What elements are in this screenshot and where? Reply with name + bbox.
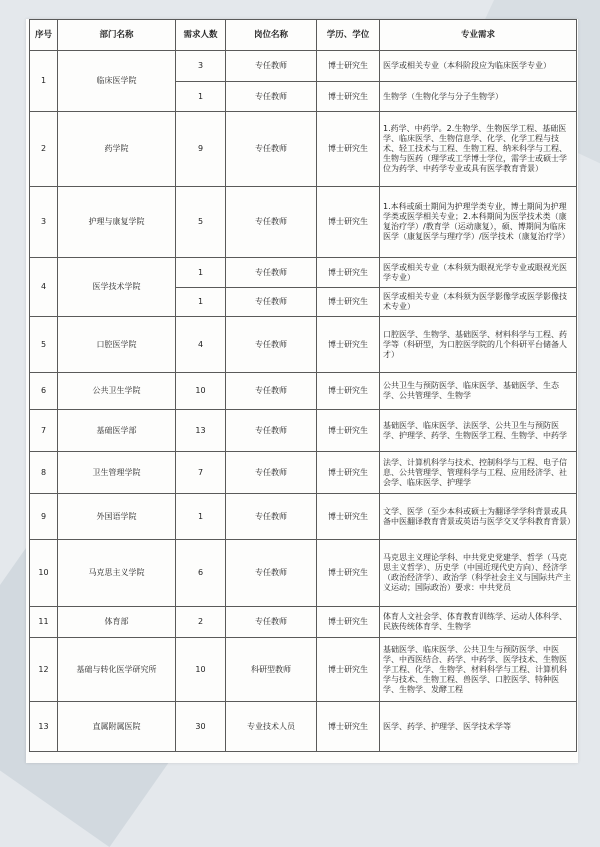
cell-edu: 博士研究生 [317, 373, 380, 410]
table-row [30, 540, 577, 607]
cell-edu: 博士研究生 [317, 410, 380, 452]
cell-post: 专任教师 [226, 494, 317, 540]
cell-count: 9 [176, 112, 226, 187]
cell-post: 专任教师 [226, 112, 317, 187]
cell-dept: 马克思主义学院 [58, 540, 176, 607]
table-row [30, 317, 577, 373]
header-count: 需求人数 [176, 20, 226, 51]
cell-dept: 直属附属医院 [58, 702, 176, 752]
cell-major: 法学、计算机科学与技术、控制科学与工程、电子信息、公共管理学、管理科学与工程、应用经济学、社会学、临床医学、护理学 [380, 452, 577, 494]
cell-major: 文学、医学（至少本科或硕士为翻译学学科背景或具备中医翻译教育背景或英语与医学交叉学科教育背景） [380, 494, 577, 540]
cell-seq: 6 [30, 373, 58, 410]
cell-edu: 博士研究生 [317, 494, 380, 540]
cell-post: 科研型教师 [226, 638, 317, 702]
cell-post: 专业技术人员 [226, 702, 317, 752]
cell-post: 专任教师 [226, 258, 317, 288]
cell-count: 6 [176, 540, 226, 607]
cell-seq: 4 [30, 258, 58, 317]
cell-post: 专任教师 [226, 317, 317, 373]
cell-edu: 博士研究生 [317, 258, 380, 288]
cell-edu: 博士研究生 [317, 112, 380, 187]
cell-major: 基础医学、临床医学、法医学、公共卫生与预防医学、护理学、药学、生物医学工程、生物学、中药学 [380, 410, 577, 452]
cell-count: 1 [176, 288, 226, 317]
recruitment-table [29, 19, 577, 752]
cell-seq: 3 [30, 187, 58, 258]
cell-post: 专任教师 [226, 607, 317, 638]
document-page [26, 19, 578, 763]
cell-major: 体育人文社会学、体育教育训练学、运动人体科学、民族传统体育学、生物学 [380, 607, 577, 638]
cell-seq: 13 [30, 702, 58, 752]
table-row [30, 410, 577, 452]
cell-post: 专任教师 [226, 82, 317, 112]
cell-dept: 医学技术学院 [58, 258, 176, 317]
cell-post: 专任教师 [226, 410, 317, 452]
cell-edu: 博士研究生 [317, 702, 380, 752]
cell-dept: 体育部 [58, 607, 176, 638]
table-row [30, 373, 577, 410]
cell-seq: 7 [30, 410, 58, 452]
cell-edu: 博士研究生 [317, 317, 380, 373]
cell-seq: 11 [30, 607, 58, 638]
cell-count: 30 [176, 702, 226, 752]
cell-edu: 博士研究生 [317, 51, 380, 82]
cell-count: 1 [176, 82, 226, 112]
cell-count: 5 [176, 187, 226, 258]
cell-count: 1 [176, 258, 226, 288]
table-row [30, 494, 577, 540]
cell-count: 13 [176, 410, 226, 452]
cell-dept: 外国语学院 [58, 494, 176, 540]
cell-edu: 博士研究生 [317, 540, 380, 607]
cell-dept: 口腔医学院 [58, 317, 176, 373]
table-row [30, 187, 577, 258]
table-row [30, 607, 577, 638]
cell-major: 医学或相关专业（本科阶段应为临床医学专业） [380, 51, 577, 82]
cell-seq: 2 [30, 112, 58, 187]
cell-dept: 护理与康复学院 [58, 187, 176, 258]
cell-major: 医学或相关专业（本科须为医学影像学或医学影像技术专业） [380, 288, 577, 317]
cell-count: 7 [176, 452, 226, 494]
cell-post: 专任教师 [226, 540, 317, 607]
cell-dept: 药学院 [58, 112, 176, 187]
cell-count: 3 [176, 51, 226, 82]
cell-dept: 临床医学院 [58, 51, 176, 112]
cell-post: 专任教师 [226, 187, 317, 258]
cell-major: 1.本科或硕士期间为护理学类专业，博士期间为护理学类或医学相关专业；2.本科期间为医学技术类（康复治疗学）/教育学（运动康复），硕、博期间为临床医学（康复医学与理疗学）/医学技术（康复治疗学） [380, 187, 577, 258]
cell-dept: 公共卫生学院 [58, 373, 176, 410]
table-row [30, 638, 577, 702]
cell-seq: 5 [30, 317, 58, 373]
cell-count: 1 [176, 494, 226, 540]
table-row [30, 51, 577, 82]
cell-post: 专任教师 [226, 373, 317, 410]
cell-post: 专任教师 [226, 51, 317, 82]
table-row [30, 452, 577, 494]
cell-edu: 博士研究生 [317, 607, 380, 638]
cell-major: 公共卫生与预防医学、临床医学、基础医学、生态学、公共管理学、生物学 [380, 373, 577, 410]
cell-seq: 8 [30, 452, 58, 494]
header-edu: 学历、学位 [317, 20, 380, 51]
cell-dept: 基础医学部 [58, 410, 176, 452]
cell-post: 专任教师 [226, 452, 317, 494]
table-row [30, 702, 577, 752]
table-row [30, 258, 577, 288]
table-header-row [30, 20, 577, 51]
cell-seq: 1 [30, 51, 58, 112]
cell-count: 4 [176, 317, 226, 373]
cell-seq: 10 [30, 540, 58, 607]
cell-edu: 博士研究生 [317, 452, 380, 494]
cell-post: 专任教师 [226, 288, 317, 317]
header-seq: 序号 [30, 20, 58, 51]
header-dept: 部门名称 [58, 20, 176, 51]
cell-major: 口腔医学、生物学、基础医学、材料科学与工程、药学等（科研型，为口腔医学院的几个科研平台储备人才） [380, 317, 577, 373]
cell-major: 马克思主义理论学科、中共党史党建学、哲学（马克思主义哲学）、历史学（中国近现代史方向）、经济学（政治经济学）、政治学（科学社会主义与国际共产主义运动；国际政治）要求：中共党员 [380, 540, 577, 607]
cell-count: 2 [176, 607, 226, 638]
table-row [30, 112, 577, 187]
cell-count: 10 [176, 373, 226, 410]
cell-edu: 博士研究生 [317, 82, 380, 112]
header-post: 岗位名称 [226, 20, 317, 51]
cell-count: 10 [176, 638, 226, 702]
cell-edu: 博士研究生 [317, 187, 380, 258]
cell-major: 基础医学、临床医学、公共卫生与预防医学、中医学、中西医结合、药学、中药学、医学技术、生物医学工程、化学、生物学、材料科学与工程、计算机科学与技术、生物工程、兽医学、口腔医学、特种医学、生物学、发酵工程 [380, 638, 577, 702]
header-major: 专业需求 [380, 20, 577, 51]
cell-seq: 12 [30, 638, 58, 702]
cell-major: 医学、药学、护理学、医学技术学等 [380, 702, 577, 752]
cell-seq: 9 [30, 494, 58, 540]
cell-edu: 博士研究生 [317, 288, 380, 317]
cell-major: 1.药学、中药学。2.生物学、生物医学工程、基础医学、临床医学、生物信息学、化学、化学工程与技术、轻工技术与工程、生物工程、纳米科学与工程、生物与医药（理学或工学博士学位，需学士或硕士学位为药学、中药学专业或具有医学教育背景） [380, 112, 577, 187]
cell-dept: 基础与转化医学研究所 [58, 638, 176, 702]
cell-major: 生物学（生物化学与分子生物学） [380, 82, 577, 112]
cell-edu: 博士研究生 [317, 638, 380, 702]
cell-dept: 卫生管理学院 [58, 452, 176, 494]
cell-major: 医学或相关专业（本科须为眼视光学专业或眼视光医学专业） [380, 258, 577, 288]
